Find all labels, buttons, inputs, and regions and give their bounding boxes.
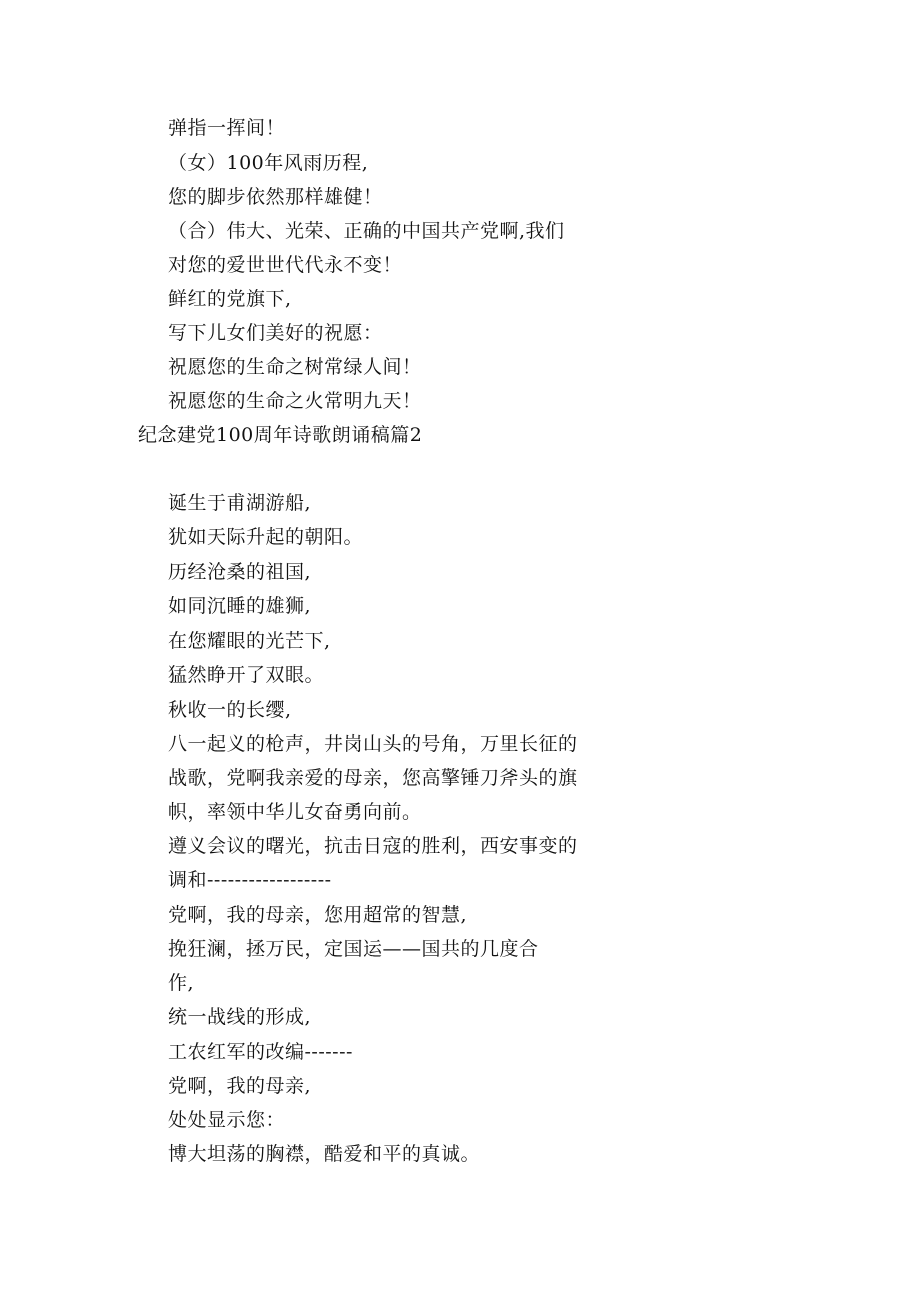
poem-line: 鲜红的党旗下,	[168, 288, 292, 310]
poem-line: 猛然睁开了双眼。	[168, 664, 325, 686]
poem-line: 弹指一挥间！	[168, 117, 286, 139]
poem-line: 战歌，党啊我亲爱的母亲，您高擎锤刀斧头的旗	[168, 767, 578, 789]
poem-line: 博大坦荡的胸襟，酷爱和平的真诚。	[168, 1143, 481, 1165]
poem-line: 在您耀眼的光芒下,	[168, 630, 331, 652]
poem-line: （合）伟大、光荣、正确的中国共产党啊,我们	[168, 220, 565, 242]
poem-line: 挽狂澜，拯万民，定国运——国共的几度合	[168, 938, 539, 960]
poem-line: 八一起义的枪声，井岗山头的号角，万里长征的	[168, 733, 578, 755]
poem-line: 秋收一的长缨,	[168, 699, 292, 721]
poem-line: 统一战线的形成,	[168, 1006, 312, 1028]
poem-line: 犹如天际升起的朝阳。	[168, 526, 364, 548]
poem-line: 调和------------------	[168, 869, 332, 891]
poem-line: 作,	[168, 972, 195, 994]
poem-line: 祝愿您的生命之树常绿人间！	[168, 356, 422, 378]
poem-line: 诞生于甫湖游船,	[168, 492, 312, 514]
poem-line: 处处显示您：	[168, 1109, 286, 1131]
poem-line: 祝愿您的生命之火常明九天！	[168, 390, 422, 412]
poem-line: 历经沧桑的祖国,	[168, 561, 312, 583]
poem-line: 党啊，我的母亲,	[168, 1075, 312, 1097]
poem-line: 您的脚步依然那样雄健！	[168, 186, 383, 208]
poem-line: 如同沉睡的雄狮,	[168, 595, 312, 617]
poem-line: 写下儿女们美好的祝愿：	[168, 322, 383, 344]
poem-line: 对您的爱世世代代永不变！	[168, 254, 403, 276]
poem-line: 党啊，我的母亲，您用超常的智慧,	[168, 904, 468, 926]
poem-line: （女）100年风雨历程,	[168, 152, 369, 174]
poem-line: 工农红军的改编-------	[168, 1041, 353, 1063]
section-title: 纪念建党100周年诗歌朗诵稿篇2	[138, 424, 423, 446]
poem-line: 帜，率领中华儿女奋勇向前。	[168, 801, 422, 823]
poem-line: 遵义会议的曙光，抗击日寇的胜利，西安事变的	[168, 835, 578, 857]
